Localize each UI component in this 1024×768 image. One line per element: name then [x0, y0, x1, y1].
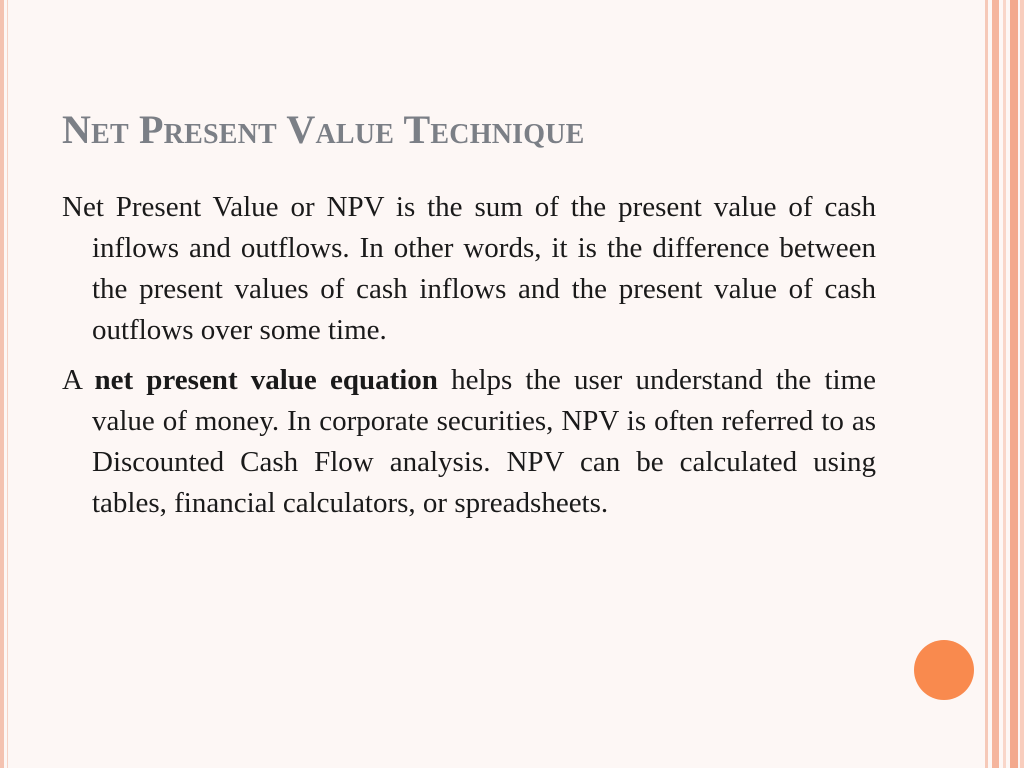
orange-circle-decoration	[914, 640, 974, 700]
paragraph-suffix: helps the user understand the time value of money. In corporate securities, NPV is often referred to as Discounted Cash Flow analysis. NPV can be calculated using tables, financial calculators, or spreadsheets.	[92, 364, 876, 519]
slide-title: Net Present Value Technique	[62, 107, 585, 152]
paragraph-npv-definition	[62, 187, 876, 351]
right-stripe	[1020, 0, 1024, 768]
bold-term: net present value equation	[94, 364, 438, 396]
paragraph-npv-equation	[62, 360, 876, 524]
paragraph-text: Net Present Value or NPV is the sum of the present value of cash inflows and outflows. In other words, it is the difference between the present values of cash inflows and the present value of cash outflows over some time.	[62, 191, 876, 346]
right-stripe	[985, 0, 988, 768]
right-stripe	[1010, 0, 1018, 768]
left-border-stripe	[0, 0, 4, 768]
right-stripe	[992, 0, 999, 768]
slide-body	[62, 187, 876, 533]
right-stripe	[1003, 0, 1006, 768]
paragraph-prefix: A	[62, 364, 95, 396]
left-border-line	[7, 0, 8, 768]
